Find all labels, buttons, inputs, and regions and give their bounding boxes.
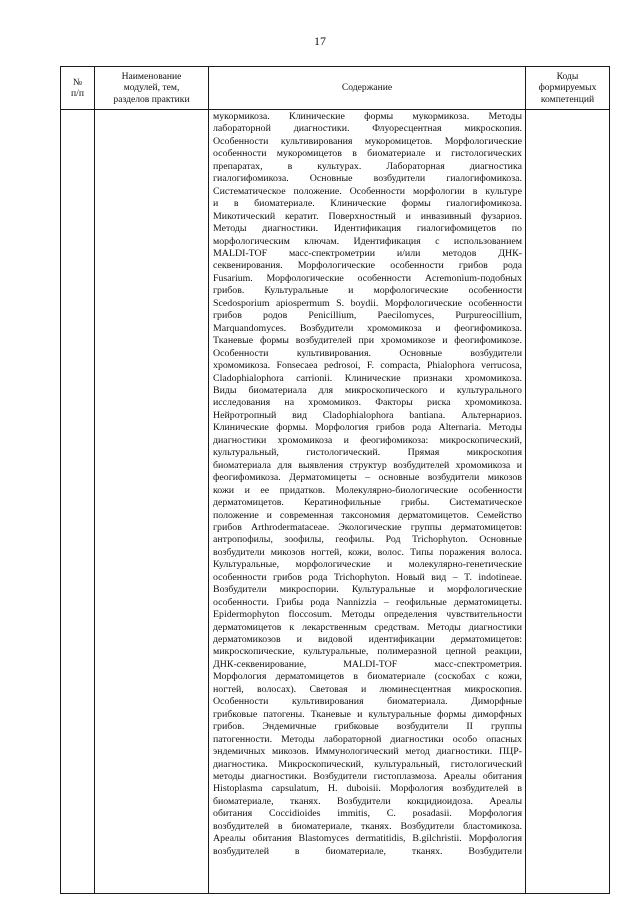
header-competency-codes <box>526 67 610 110</box>
content-text-line: Scedosporium apiospermum S. boydii. Морфологические особенности <box>213 297 522 309</box>
content-text-line: Виды биоматериала для микроскопического и культурального <box>213 384 522 396</box>
table-header-row <box>61 67 610 110</box>
row-content-cell <box>209 110 526 894</box>
content-text-line: Систематическое положение. Особенности морфологии в культуре <box>213 185 522 197</box>
content-text-line: Ареалы обитания Blastomyces dermatitidis, B.gilchristii. Морфология <box>213 833 522 845</box>
content-text-line: феогифомикоза. Дерматомицеты – основные возбудители микозов <box>213 472 522 484</box>
content-text-line: Тканевые формы возбудителей при хромомикозе и феогифомикозе. <box>213 335 522 347</box>
content-text-line: Epidermophyton floccosum. Методы определения чувствительности <box>213 609 522 621</box>
content-text-line: патогенности. Методы лабораторной диагностики особо опасных <box>213 733 522 745</box>
content-text-line: Микотический кератит. Поверхностный и инвазивный фузариоз. <box>213 210 522 222</box>
content-text-line: особенности грибов рода Trichophyton. Новый вид – T. indotineae. <box>213 571 522 583</box>
content-text-line: Cladophialophora carrionii. Клинические признаки хромомикоза. <box>213 372 522 384</box>
content-text-line: секвенирования. Морфологические особенности грибов рода <box>213 260 522 272</box>
content-text-line: возбудителей в биоматериале, тканях. Возбудители бластомикоза. <box>213 820 522 832</box>
content-text-line: положение и современная таксономия дерматомицетов. Семейство <box>213 509 522 521</box>
header-module-name-line: разделов практики <box>113 93 190 105</box>
content-text-line: Возбудители микроспории. Культуральные и морфологические <box>213 584 522 596</box>
curriculum-table <box>60 66 610 894</box>
content-text-line: Морфология дерматомицетов в биоматериале (соскобах с кожи, <box>213 671 522 683</box>
table-row <box>61 110 610 894</box>
content-text-line: методы диагностики. Возбудители гистоплазмоза. Ареалы обитания <box>213 771 522 783</box>
content-text-line: грибов родов Penicillium, Paecilomyces, Purpureocillium, <box>213 310 522 322</box>
header-content-label: Содержание <box>341 82 393 94</box>
row-number-cell <box>61 110 95 894</box>
content-text-line: Fusarium. Морфологические особенности Acremonium-подобных <box>213 272 522 284</box>
content-text-line: морфологическим ключам. Идентификация с использованием <box>213 235 522 247</box>
content-text-line: культуральный, гистологический. Прямая микроскопия <box>213 447 522 459</box>
content-text-line: кожи и ее придатков. Молекулярно-биологические особенности <box>213 484 522 496</box>
content-text-line: и в биоматериале. Клинические формы гиалогифомикоза. <box>213 198 522 210</box>
content-text-line: хромомикоза. Fonsecaea pedrosoi, F. compacta, Phialophora verrucosa, <box>213 360 522 372</box>
content-text-line: Особенности культивирования биоматериала. Диморфные <box>213 696 522 708</box>
content-text-line: Культуральные, морфологические и молекулярно-генетические <box>213 559 522 571</box>
header-module-name <box>95 67 209 110</box>
content-text-line: Нейротропный вид Cladophialophora bantiana. Альтернариоз. <box>213 409 522 421</box>
header-number-line: п/п <box>71 88 84 99</box>
content-text-line: дерматомицетов к лекарственным средствам. Методы диагностики <box>213 621 522 633</box>
header-module-name-line: модулей, тем, <box>123 82 180 94</box>
content-text-line: дерматомицетов. Кератинофильные грибы. Систематическое <box>213 497 522 509</box>
content-text-line: обитания Coccidioides immitis, C. posadasii. Морфология <box>213 808 522 820</box>
header-codes-line: формируемых <box>538 82 597 94</box>
content-text-line: особенности. Грибы рода Nannizzia – геофильные дерматомицеты. <box>213 596 522 608</box>
content-text-line: диагностика. Микроскопический, культуральный, гистологический <box>213 758 522 770</box>
content-text-line: MALDI-TOF масс-спектрометрии и/или методов ДНК- <box>213 247 522 259</box>
header-codes-line: Коды <box>556 70 579 82</box>
content-text-line: грибковые патогены. Тканевые и культуральные формы диморфных <box>213 708 522 720</box>
content-text-line: Особенности культивирования. Основные возбудители <box>213 347 522 359</box>
content-text-line: мукормикоза. Клинические формы мукормикоза. Методы <box>213 111 522 122</box>
content-text-line: Histoplasma capsulatum, H. duboisii. Морфология возбудителей в <box>213 783 522 795</box>
content-text-line: грибов. Эндемичные грибковые возбудители II группы <box>213 721 522 733</box>
content-text-line: биоматериале, тканях. Возбудители кокцидиоидоза. Ареалы <box>213 795 522 807</box>
content-text-line: грибов Arthrodermataceae. Экологические группы дерматомицетов: <box>213 521 522 533</box>
header-module-name-line: Наименование <box>121 70 182 82</box>
header-content <box>209 67 526 110</box>
content-text-line: диагностики хромомикоза и феогифомикоза: микроскопический, <box>213 434 522 446</box>
page-number: 17 <box>314 34 326 48</box>
row-module-name-cell <box>95 110 209 894</box>
content-text-line: дерматомикозов и видовой идентификации дерматомицетов: <box>213 634 522 646</box>
content-text-line: лабораторной диагностики. Флуоресцентная микроскопия. <box>213 123 522 135</box>
content-text-line: гиалогифомикоза. Основные возбудители гиалогифомикоза. <box>213 173 522 185</box>
content-text-line: Marquandomyces. Возбудители хромомикоза и феогифомикоза. <box>213 322 522 334</box>
content-text-line: исследования на хромомикоз. Факторы риска хромомикоза. <box>213 397 522 409</box>
content-text-line: возбудителей в биоматериале, тканях. Возбудители <box>213 845 522 857</box>
content-text-line: возбудители микозов ногтей, кожи, волос. Типы поражения волоса. <box>213 546 522 558</box>
header-codes-line: компетенций <box>540 93 595 105</box>
content-text-line: ногтей, волосах). Световая и люминесцентная микроскопия. <box>213 683 522 695</box>
content-text-line: грибов. Культуральные и морфологические особенности <box>213 285 522 297</box>
content-text-line: Особенности культивирования мукоромицетов. Морфологические <box>213 135 522 147</box>
content-text-line: эндемичных микозов. Иммунологический метод диагностики. ПЦР- <box>213 746 522 758</box>
content-text-line: Методы диагностики. Идентификация гиалогифомицетов по <box>213 223 522 235</box>
content-text-line: препаратах, в культурах. Лабораторная диагностика <box>213 160 522 172</box>
header-number <box>61 67 95 110</box>
row-competency-codes-cell <box>526 110 610 894</box>
content-text-line: Клинические формы. Морфология грибов рода Alternaria. Методы <box>213 422 522 434</box>
content-text-line: ДНК-секвенирование, MALDI-TOF масс-спектрометрия. <box>213 658 522 670</box>
content-text-line: особенности мукоромицетов в биоматериале и гистологических <box>213 148 522 160</box>
content-text-line: микроскопические, культуральные, полимеразной цепной реакции, <box>213 646 522 658</box>
content-text-line: антропофилы, зоофилы, геофилы. Род Trichophyton. Основные <box>213 534 522 546</box>
header-number-line: № <box>72 76 83 88</box>
content-text-line: биоматериала для выявления структур возбудителей хромомикоза и <box>213 459 522 471</box>
